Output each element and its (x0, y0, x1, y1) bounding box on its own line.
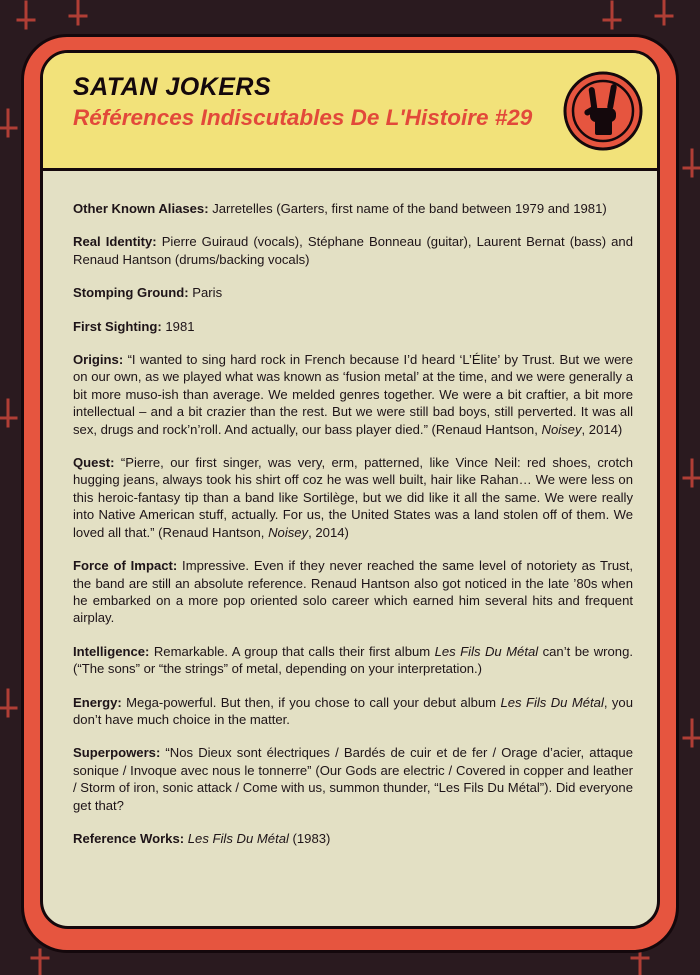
entry-paragraph (73, 351, 633, 438)
entry-label: Real Identity: (73, 234, 157, 250)
card-header (43, 53, 657, 171)
entry-label: Stomping Ground: (73, 285, 189, 301)
entry-text: (1983) (288, 830, 331, 846)
entry-label: Force of Impact: (73, 558, 178, 574)
entry-paragraph (73, 233, 633, 268)
entry-text: , you don’t have much choice in the matter. (73, 694, 633, 727)
entry-paragraph (73, 643, 633, 678)
entry-paragraph (73, 284, 633, 301)
entry-label: Energy: (73, 694, 122, 710)
card-panel (40, 50, 660, 929)
entry-label: Quest: (73, 455, 115, 471)
entry-text: , 2014) (581, 421, 623, 437)
entry-text: Remarkable. A group that calls their first album (149, 643, 435, 659)
entry-text: Paris (188, 285, 223, 301)
entry-label: Origins: (73, 352, 124, 368)
entry-text: “Nos Dieux sont électriques / Bardés de cuir et de fer / Orage d’acier, attaque sonique / Invoque avec nous le tonnerre” (Our Gods are electric / Covered in copper and leather / Storm of iron, sonic attack / Come with us, summon thunder, “Les Fils Du Métal”). Did everyone get that? (73, 745, 633, 813)
entry-text: can’t be wrong. (“The sons” or “the strings” of metal, depending on your interpretation.) (73, 643, 633, 677)
rock-horns-hand-icon (562, 70, 644, 152)
entry-text: Jarretelles (Garters, first name of the band between 1979 and 1981) (208, 201, 607, 216)
entry-label: Other Known Aliases: (73, 201, 209, 216)
entry-title-italic: Les Fils Du Métal (434, 643, 539, 659)
entries-list (73, 200, 633, 863)
entry-title-italic: Noisey (541, 421, 582, 437)
entry-label: Intelligence: (73, 643, 150, 659)
entry-label: First Sighting: (73, 318, 162, 334)
reference-card (21, 34, 679, 953)
entry-label: Reference Works: (73, 830, 185, 846)
entry-title-italic: Les Fils Du Métal (187, 830, 289, 846)
series-title: Références Indiscutables De L'Histoire #29 (73, 105, 533, 130)
entry-title-italic: Les Fils Du Métal (500, 694, 604, 710)
entry-text: , 2014) (308, 524, 349, 540)
entry-paragraph (73, 454, 633, 541)
entry-paragraph (73, 318, 633, 335)
entry-paragraph (73, 557, 633, 627)
entry-paragraph (73, 830, 633, 847)
entry-title-italic: Noisey (268, 524, 309, 540)
entry-text: Mega-powerful. But then, if you chose to call your debut album (121, 694, 501, 710)
entry-paragraph (73, 744, 633, 814)
entry-text: “I wanted to sing hard rock in French because I’d heard ‘L’Élite’ by Trust. But we were on our own, as we played what was known as ‘fusion metal’ at the time, and we were generally a bit more muso-ish than average. We melded genres together. We were a bit craftier, a bit more intellectual – and a bit crazier than the rest. But we were still bad boys, still perverted. It was all sex, drugs and rock’n’roll. And actually, our bass player died.” (Renaud Hantson, (73, 352, 633, 437)
entry-text: 1981 (161, 318, 195, 334)
entry-label: Superpowers: (73, 745, 161, 761)
entry-text: “Pierre, our first singer, was very, erm, patterned, like Vince Neil: red shoes, crotch hugging jeans, always took his shirt off coz he was well built, hair like Rahan… We were less on this heroic-fantasy tip than a band like Sortilège, but we did like it all the same. We were really into Native American stuff, actually. For us, the United States was a land stolen off of them. We loved all that.” (Renaud Hantson, (73, 455, 633, 540)
entry-paragraph (73, 694, 633, 729)
entry-text: Pierre Guiraud (vocals), Stéphane Bonneau (guitar), Laurent Bernat (bass) and Renaud Hantson (drums/backing vocals) (73, 234, 633, 267)
entry-text: Impressive. Even if they never reached the same level of notoriety as Trust, the band are still an absolute reference. Renaud Hantson also got noticed in the late ’80s when he embarked on a more pop oriented solo career which earned him several hits and frequent airplay. (73, 558, 633, 626)
band-name: SATAN JOKERS (73, 73, 272, 101)
entry-paragraph (73, 200, 633, 217)
